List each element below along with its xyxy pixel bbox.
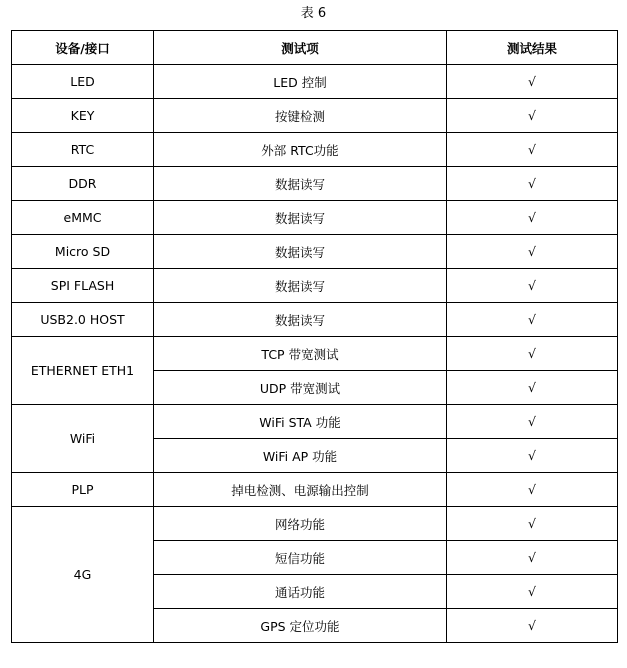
device-cell: ETHERNET ETH1: [12, 337, 154, 405]
result-cell: √: [447, 405, 618, 439]
result-cell: √: [447, 609, 618, 643]
table-row: [12, 507, 618, 541]
test-item-cell: 数据读写: [154, 269, 447, 303]
test-item-cell: WiFi STA 功能: [154, 405, 447, 439]
header-row: [12, 31, 618, 65]
result-cell: √: [447, 303, 618, 337]
device-cell: LED: [12, 65, 154, 99]
result-cell: √: [447, 575, 618, 609]
header-test-item: 测试项: [154, 31, 447, 65]
table-row: [12, 133, 618, 167]
test-item-cell: 通话功能: [154, 575, 447, 609]
device-cell: PLP: [12, 473, 154, 507]
result-cell: √: [447, 337, 618, 371]
test-item-cell: GPS 定位功能: [154, 609, 447, 643]
table-body: [12, 65, 618, 643]
device-cell: DDR: [12, 167, 154, 201]
device-cell: Micro SD: [12, 235, 154, 269]
test-item-cell: 外部 RTC功能: [154, 133, 447, 167]
table-row: [12, 473, 618, 507]
result-cell: √: [447, 133, 618, 167]
device-cell: WiFi: [12, 405, 154, 473]
result-cell: √: [447, 541, 618, 575]
device-cell: eMMC: [12, 201, 154, 235]
table-row: [12, 65, 618, 99]
test-item-cell: 数据读写: [154, 201, 447, 235]
test-item-cell: 短信功能: [154, 541, 447, 575]
table-row: [12, 337, 618, 371]
device-cell: KEY: [12, 99, 154, 133]
device-cell: USB2.0 HOST: [12, 303, 154, 337]
table-row: [12, 201, 618, 235]
table-row: [12, 269, 618, 303]
header-device: 设备/接口: [12, 31, 154, 65]
test-item-cell: 数据读写: [154, 167, 447, 201]
device-cell: 4G: [12, 507, 154, 643]
test-item-cell: WiFi AP 功能: [154, 439, 447, 473]
result-cell: √: [447, 65, 618, 99]
result-cell: √: [447, 269, 618, 303]
result-cell: √: [447, 371, 618, 405]
result-cell: √: [447, 507, 618, 541]
result-cell: √: [447, 235, 618, 269]
result-cell: √: [447, 473, 618, 507]
test-item-cell: 掉电检测、电源输出控制: [154, 473, 447, 507]
test-item-cell: 数据读写: [154, 303, 447, 337]
test-item-cell: 按键检测: [154, 99, 447, 133]
device-cell: SPI FLASH: [12, 269, 154, 303]
result-cell: √: [447, 167, 618, 201]
test-item-cell: UDP 带宽测试: [154, 371, 447, 405]
header-result: 测试结果: [447, 31, 618, 65]
test-item-cell: TCP 带宽测试: [154, 337, 447, 371]
table-row: [12, 303, 618, 337]
result-cell: √: [447, 439, 618, 473]
table-caption: 表 6: [300, 6, 327, 21]
result-cell: √: [447, 201, 618, 235]
result-cell: √: [447, 99, 618, 133]
test-item-cell: LED 控制: [154, 65, 447, 99]
test-results-table: [11, 30, 618, 643]
device-cell: RTC: [12, 133, 154, 167]
table-row: [12, 99, 618, 133]
test-item-cell: 数据读写: [154, 235, 447, 269]
table-row: [12, 235, 618, 269]
test-item-cell: 网络功能: [154, 507, 447, 541]
table-row: [12, 167, 618, 201]
table-row: [12, 405, 618, 439]
